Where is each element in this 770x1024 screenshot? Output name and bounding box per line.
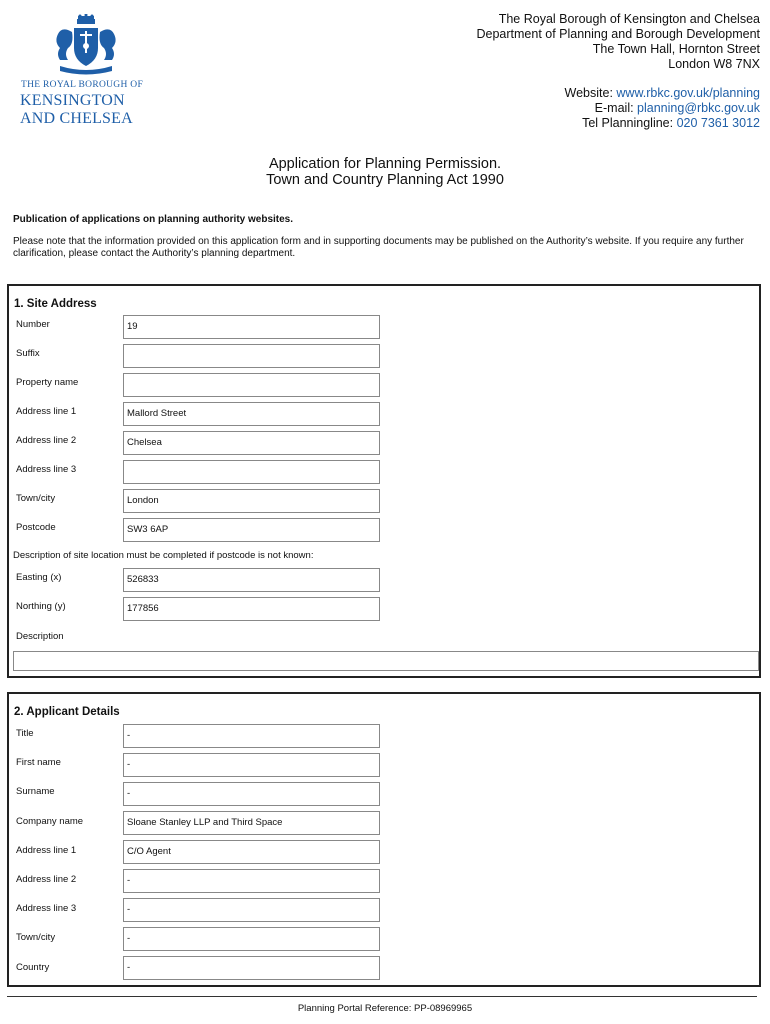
field-label: Surname [16,786,55,797]
country-field[interactable]: - [123,956,380,980]
field-label: Number [16,319,50,330]
field-label: Easting (x) [16,572,62,583]
phone-label: Tel Planningline: [582,116,677,130]
field-label: Town/city [16,932,56,943]
document-title [0,156,770,188]
field-label: Address line 3 [16,464,77,475]
email-label: E-mail: [594,101,638,115]
company-name-field[interactable]: Sloane Stanley LLP and Third Space [123,811,380,835]
address-line2-field[interactable]: Chelsea [123,431,380,455]
address-line3-field[interactable] [123,460,380,484]
site-address-section [7,284,761,678]
location-note: Description of site location must be completed if postcode is not known: [13,550,314,561]
suffix-field[interactable] [123,344,380,368]
field-label: Postcode [16,522,56,533]
phone-number: 020 7361 3012 [676,116,760,130]
town-city-field[interactable]: - [123,927,380,951]
council-address [476,12,760,72]
field-label: First name [16,757,61,768]
field-label: Northing (y) [16,601,66,612]
address-line2-field[interactable]: - [123,869,380,893]
title-line2: Town and Country Planning Act 1990 [266,172,504,188]
field-label: Company name [16,816,84,827]
field-label: Country [16,962,50,973]
logo-text-line2: KENSINGTON [20,92,125,109]
town-city-field[interactable]: London [123,489,380,513]
address-line1-field[interactable]: Mallord Street [123,402,380,426]
applicant-details-section [7,692,761,987]
field-label: Address line 2 [16,874,77,885]
field-label: Title [16,728,34,739]
title-field[interactable]: - [123,724,380,748]
field-label: Description [16,631,64,642]
title-line1: Application for Planning Permission. [268,156,502,172]
coat-of-arms-icon [44,14,128,78]
easting-field[interactable]: 526833 [123,568,380,592]
field-label: Address line 3 [16,903,77,914]
field-label: Address line 1 [16,845,77,856]
address-line3-field[interactable]: - [123,898,380,922]
contact-details [565,86,760,131]
address-line: The Town Hall, Hornton Street [592,42,760,56]
website-label: Website: [564,86,617,100]
field-label: Suffix [16,348,40,359]
footer-divider [7,996,757,997]
address-line: London W8 7NX [668,57,760,71]
field-label: Address line 1 [16,406,77,417]
logo-text-line1: THE ROYAL BOROUGH OF [21,80,144,90]
field-label: Address line 2 [16,435,77,446]
postcode-field[interactable]: SW3 6AP [123,518,380,542]
number-field[interactable]: 19 [123,315,380,339]
section-title: 2. Applicant Details [14,706,120,718]
address-line: Department of Planning and Borough Development [476,27,760,41]
publication-heading: Publication of applications on planning authority websites. [13,214,294,225]
description-field[interactable] [13,651,759,671]
address-line1-field[interactable]: C/O Agent [123,840,380,864]
field-label: Property name [16,377,79,388]
northing-field[interactable]: 177856 [123,597,380,621]
portal-reference: Planning Portal Reference: PP-08969965 [297,1003,473,1014]
field-label: Town/city [16,493,56,504]
section-title: 1. Site Address [14,298,97,310]
address-line: The Royal Borough of Kensington and Chelsea [498,12,760,26]
publication-text: Please note that the information provided on this application form and in supporting documents may be published on the Authority’s website. If you require any further clarification, please contact the Authority’s planning department. [13,236,744,259]
property-name-field[interactable] [123,373,380,397]
email-link[interactable]: planning@rbkc.gov.uk [637,101,760,115]
logo-text-line3: AND CHELSEA [20,110,133,127]
surname-field[interactable]: - [123,782,380,806]
website-link[interactable]: www.rbkc.gov.uk/planning [616,86,760,100]
first-name-field[interactable]: - [123,753,380,777]
